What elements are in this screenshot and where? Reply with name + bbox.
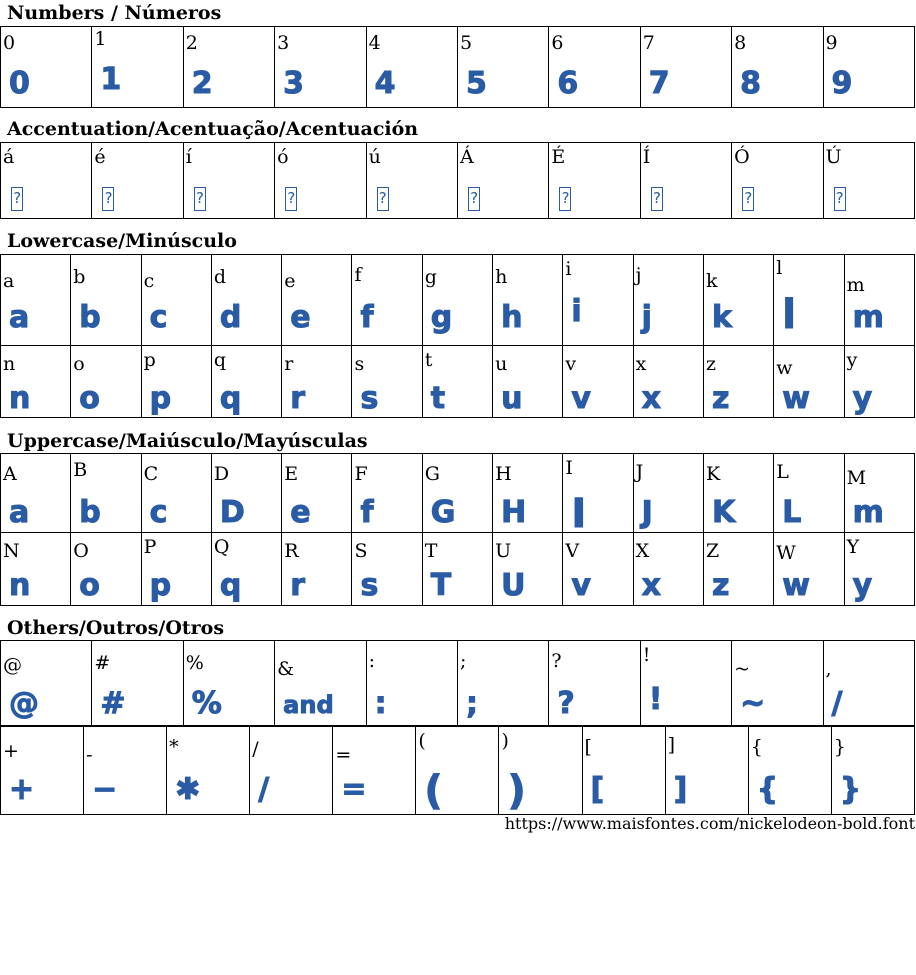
font-source-url[interactable]: https://www.maisfontes.com/nickelodeon-bold.font [504,814,915,833]
font-glyph-sample: x [641,568,662,603]
font-glyph-sample: 5 [465,66,487,101]
character-label: L [776,461,789,483]
glyph-cell [640,641,731,726]
character-label: Ú [825,146,842,168]
font-glyph-sample: q [219,381,242,416]
font-glyph-sample: f [360,300,374,335]
missing-glyph-icon: ? [651,187,663,211]
character-label: , [825,658,832,680]
font-glyph-sample: # [100,686,126,721]
font-glyph-sample: and [283,691,334,719]
font-glyph-sample: 9 [831,66,853,101]
font-glyph-sample: p [149,568,172,603]
character-label: B [73,459,88,481]
font-glyph-sample: + [9,772,35,807]
glyph-cell [275,143,366,219]
character-label: á [3,146,15,168]
glyph-cell [844,255,914,346]
character-label: & [277,658,295,680]
glyph-cell [92,27,183,108]
character-label: Ó [734,146,750,168]
glyph-cell [141,454,211,533]
font-glyph-sample: d [219,300,242,335]
font-glyph-sample: ] [673,772,688,807]
glyph-cell [563,454,633,537]
glyph-cell [1,727,84,815]
glyph-cell [352,533,422,606]
glyph-cell [774,454,844,533]
glyph-cell [831,727,914,815]
character-label: # [94,652,111,674]
glyph-cell [703,533,773,606]
font-glyph-sample: b [79,300,101,335]
font-glyph-sample: m [852,300,884,335]
character-label: = [335,744,352,766]
character-label: ~ [734,658,751,680]
character-label: Y [846,536,860,558]
glyph-cell [563,533,633,606]
glyph-cell [633,454,703,533]
font-glyph-sample: 7 [648,66,670,101]
character-label: R [284,540,299,562]
character-label: ; [459,650,467,672]
character-label: 1 [94,28,107,50]
glyph-cell [1,346,71,418]
glyph-cell [732,143,823,219]
font-glyph-sample: v [571,568,591,603]
glyph-cell [282,454,352,533]
font-glyph-sample: D [219,495,245,530]
font-glyph-sample: 2 [191,66,213,101]
font-glyph-sample: k [711,300,732,335]
character-label: : [368,650,375,672]
font-glyph-sample: n [9,568,31,603]
glyph-cell [457,641,548,726]
character-label: c [143,270,155,292]
accent-section-title: Accentuation/Acentuação/Acentuación [7,118,419,140]
glyph-cell [141,533,211,606]
missing-glyph-icon: ? [102,187,114,211]
font-glyph-sample: / [258,772,270,807]
font-glyph-sample: p [149,381,172,416]
glyph-cell [549,641,640,726]
glyph-cell [633,255,703,346]
character-label: u [495,353,508,375]
character-label: f [354,264,362,286]
character-label: Í [642,146,651,168]
character-label: í [185,146,192,168]
glyph-cell [582,727,665,815]
font-glyph-sample: / [831,686,843,721]
font-glyph-sample: { [756,772,779,807]
character-label: Z [705,540,720,562]
glyph-cell [71,533,141,606]
glyph-cell [1,454,71,533]
font-glyph-sample: 1 [100,62,122,97]
font-glyph-sample: e [290,495,311,530]
character-label: U [495,540,512,562]
font-glyph-sample: K [711,495,736,530]
character-label: q [213,349,227,371]
character-label: k [705,270,718,292]
numbers-grid [0,26,915,108]
character-label: ú [368,146,381,168]
font-glyph-sample: = [341,772,367,807]
character-label: % [185,652,204,674]
character-label: { [750,736,763,758]
character-label: 5 [459,32,473,54]
character-label: ] [667,734,676,756]
character-label: F [354,463,368,485]
glyph-cell [633,533,703,606]
character-label: 2 [185,32,198,54]
font-glyph-sample: ! [648,682,663,717]
character-label: e [284,270,296,292]
font-glyph-sample: ) [507,768,526,814]
glyph-cell [422,533,492,606]
glyph-cell [71,346,141,418]
character-label: Á [459,146,474,168]
missing-glyph-icon: ? [834,187,846,211]
glyph-cell [844,533,914,606]
character-label: ? [551,650,562,672]
character-label: 8 [734,32,747,54]
character-label: s [354,353,365,375]
glyph-cell [366,143,457,219]
character-label: + [3,740,19,762]
glyph-cell [1,143,92,219]
font-glyph-sample: e [290,300,311,335]
font-glyph-sample: f [360,495,374,530]
numbers-section-title: Numbers / Números [7,2,222,24]
glyph-cell [457,143,548,219]
character-label: n [3,353,16,375]
character-label: b [73,266,86,288]
character-label: ) [501,730,509,752]
character-label: A [3,463,17,485]
font-glyph-sample: L [782,495,802,530]
font-glyph-sample: c [149,495,168,530]
missing-glyph-icon: ? [742,187,754,211]
glyph-cell [640,27,731,108]
glyph-cell [823,27,914,108]
character-label: * [169,736,179,758]
missing-glyph-icon: ? [377,187,389,211]
font-glyph-sample: a [9,300,30,335]
font-glyph-sample: ? [557,686,575,721]
glyph-cell [732,27,823,108]
font-glyph-sample: w [782,381,810,416]
glyph-cell [774,533,844,606]
glyph-cell [141,255,211,346]
font-glyph-sample: [ [590,772,605,807]
font-glyph-sample: i [571,294,582,329]
glyph-cell [250,727,333,815]
character-label: 7 [642,32,655,54]
others-grid-row2 [0,726,915,815]
font-glyph-sample: x [641,381,662,416]
font-glyph-sample: j [641,300,652,335]
font-glyph-sample: z [711,381,730,416]
glyph-cell [422,346,492,418]
glyph-cell [732,641,823,726]
character-label: V [565,540,580,562]
glyph-cell [563,346,633,418]
font-glyph-sample: b [79,495,101,530]
glyph-cell [71,454,141,533]
glyph-cell [211,346,281,418]
character-label: 6 [551,32,564,54]
font-glyph-sample: m [852,495,884,530]
uppercase-section-title: Uppercase/Maiúsculo/Mayúsculas [7,430,368,452]
character-label: 4 [368,32,381,54]
uppercase-grid [0,453,915,606]
character-label: 0 [3,32,16,54]
glyph-cell [774,255,844,346]
character-label: M [846,467,867,489]
character-label: m [846,274,865,296]
character-label: C [143,463,159,485]
glyph-cell [844,346,914,418]
font-glyph-sample: 0 [9,66,30,101]
font-glyph-sample: : [374,686,387,721]
font-glyph-sample: o [79,381,100,416]
character-label: j [635,264,642,286]
character-label: o [73,353,85,375]
font-glyph-sample: 6 [557,66,579,101]
font-glyph-sample: v [571,381,591,416]
character-label: 3 [277,32,290,54]
glyph-cell [563,255,633,346]
font-glyph-sample: r [290,568,305,603]
character-label: É [551,146,566,168]
font-glyph-sample: G [430,495,456,530]
character-label: @ [3,654,22,676]
glyph-cell [748,727,831,815]
font-glyph-sample: H [501,495,527,530]
missing-glyph-icon: ? [285,187,297,211]
font-glyph-sample: h [501,300,523,335]
glyph-cell [493,346,563,418]
glyph-cell [352,255,422,346]
character-label: D [213,463,230,485]
glyph-cell [282,255,352,346]
glyph-cell [275,641,366,726]
glyph-cell [183,641,274,726]
character-label: H [495,463,512,485]
font-glyph-sample: U [501,568,526,603]
accent-grid [0,142,915,219]
character-label: a [3,270,15,292]
glyph-cell [493,255,563,346]
character-label: 9 [825,32,838,54]
font-glyph-sample: s [360,568,379,603]
glyph-cell [211,454,281,533]
font-glyph-sample: n [9,381,31,416]
character-label: E [284,463,299,485]
character-label: N [3,540,20,562]
font-glyph-sample: w [782,568,810,603]
character-label: ! [642,644,651,666]
glyph-cell [493,533,563,606]
character-label: z [705,353,716,375]
glyph-cell [549,143,640,219]
character-label: p [143,349,156,371]
character-label: K [705,463,721,485]
font-glyph-sample: a [9,495,30,530]
glyph-cell [823,641,914,726]
character-label: / [252,738,259,760]
missing-glyph-icon: ? [194,187,206,211]
glyph-cell [493,454,563,533]
glyph-cell [183,143,274,219]
character-label: é [94,146,106,168]
font-glyph-sample: − [92,772,118,807]
glyph-cell [211,255,281,346]
glyph-cell [1,641,92,726]
font-glyph-sample: t [430,381,446,416]
character-label: t [424,349,433,371]
glyph-cell [183,27,274,108]
glyph-cell [92,641,183,726]
glyph-cell [549,27,640,108]
glyph-cell [71,255,141,346]
character-label: d [213,266,227,288]
glyph-cell [275,27,366,108]
glyph-cell [211,533,281,606]
glyph-cell [92,143,183,219]
font-glyph-sample: 3 [283,66,305,101]
font-glyph-sample: r [290,381,305,416]
character-label: } [833,736,846,758]
font-glyph-sample: z [711,568,730,603]
glyph-cell [703,454,773,533]
glyph-cell [167,727,250,815]
font-glyph-sample: s [360,381,379,416]
glyph-cell [640,143,731,219]
glyph-cell [1,27,92,108]
character-label: w [776,357,793,379]
character-label: X [635,540,650,562]
font-glyph-sample: ✱ [175,772,201,807]
font-glyph-sample: o [79,568,100,603]
lowercase-section-title: Lowercase/Minúsculo [7,230,237,252]
character-label: - [86,744,93,766]
missing-glyph-icon: ? [11,187,23,211]
others-grid-row1 [0,640,915,726]
font-glyph-sample: } [839,772,862,807]
font-glyph-sample: c [149,300,168,335]
character-label: ( [418,730,426,752]
font-glyph-sample: I [571,491,587,537]
glyph-cell [457,27,548,108]
font-glyph-sample: y [852,381,873,416]
glyph-cell [352,454,422,533]
character-label: g [424,266,437,288]
character-label: S [354,540,368,562]
glyph-cell [366,641,457,726]
glyph-cell [366,27,457,108]
character-label: r [284,353,294,375]
character-label: O [73,540,89,562]
character-label: y [846,349,858,371]
glyph-cell [416,727,499,815]
font-glyph-sample: g [430,300,453,335]
glyph-cell [844,454,914,533]
font-glyph-sample: u [501,381,523,416]
font-glyph-sample: 4 [374,66,396,101]
font-glyph-sample: ( [424,768,443,814]
font-glyph-sample: l [782,292,796,338]
character-label: ó [277,146,289,168]
character-label: x [635,353,647,375]
glyph-cell [84,727,167,815]
character-label: I [565,457,573,479]
glyph-cell [282,346,352,418]
glyph-cell [352,346,422,418]
character-label: Q [213,536,230,558]
glyph-cell [665,727,748,815]
glyph-cell [282,533,352,606]
font-glyph-sample: % [191,686,222,721]
font-glyph-sample: T [430,568,452,603]
glyph-cell [499,727,582,815]
character-label: h [495,266,508,288]
font-glyph-sample: y [852,568,873,603]
missing-glyph-icon: ? [559,187,571,211]
glyph-cell [422,255,492,346]
glyph-cell [1,533,71,606]
font-glyph-sample: @ [9,686,39,721]
glyph-cell [422,454,492,533]
character-label: l [776,257,783,279]
lowercase-grid [0,254,915,418]
font-glyph-sample: ; [465,686,478,721]
missing-glyph-icon: ? [468,187,480,211]
character-label: P [143,536,157,558]
font-glyph-sample: J [641,495,653,530]
character-label: W [776,542,796,564]
character-label: T [424,540,438,562]
glyph-cell [633,346,703,418]
glyph-cell [333,727,416,815]
glyph-cell [703,255,773,346]
glyph-cell [1,255,71,346]
glyph-cell [141,346,211,418]
glyph-cell [823,143,914,219]
font-glyph-sample: q [219,568,242,603]
font-glyph-sample: 8 [740,66,761,101]
glyph-cell [703,346,773,418]
character-label: v [565,353,577,375]
others-section-title: Others/Outros/Otros [7,617,225,639]
character-label: J [635,461,644,483]
character-label: i [565,258,572,280]
glyph-cell [774,346,844,418]
character-label: [ [584,736,592,758]
font-glyph-sample: ~ [740,686,766,721]
character-label: G [424,463,440,485]
